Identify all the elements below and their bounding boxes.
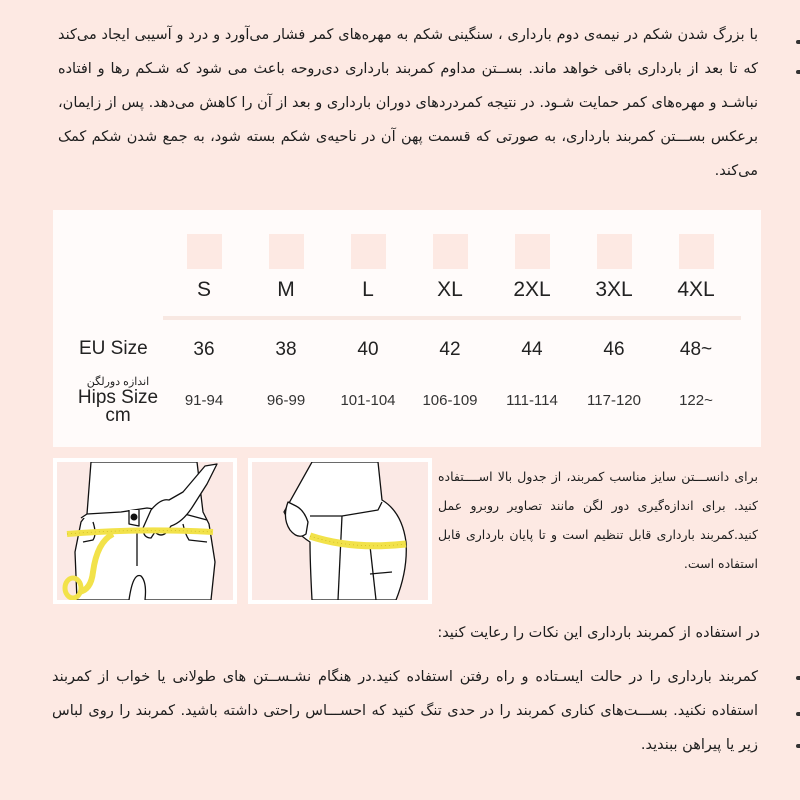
size-chart-table <box>53 210 761 447</box>
eu-size-value: 38 <box>275 339 297 360</box>
hips-size-value: 117-120 <box>587 392 641 409</box>
eu-size-value: 44 <box>521 339 543 360</box>
eu-size-value: 40 <box>357 339 379 360</box>
edge-text-fragment <box>796 40 800 44</box>
size-swatch-xl <box>433 234 468 269</box>
eu-size-value: 46 <box>603 339 625 360</box>
size-header: 4XL <box>677 278 715 301</box>
hips-size-label-fa: اندازه دورلگن <box>86 376 150 388</box>
hips-size-label-en: Hips Size <box>77 387 159 408</box>
tips-heading: در استفاده از کمربند بارداری این نکات را رعایت کنید: <box>437 625 760 641</box>
edge-text-fragment <box>796 70 800 74</box>
hip-measure-illustration <box>248 458 432 604</box>
tips-paragraph: کمربند بارداری را در حالت ایسـتاده و راه رفتن استفاده کنید.در هنگام نشـســتن های طولانی یا خواب از کمربند استفاده نکنید. بســـت‌های کناری کمربند را در حدی تنگ کنید که احســـاس راحتی داشته باشید. کمربند را روی لباس زیر یا پیراهن ببندید. <box>52 669 758 753</box>
hips-size-value: 101-104 <box>340 392 396 409</box>
edge-text-fragment <box>796 744 800 748</box>
hips-size-label <box>75 389 161 425</box>
size-header: S <box>196 278 211 301</box>
eu-size-value: 48~ <box>679 339 713 360</box>
intro-paragraph: با بزرگ شدن شکم در نیمه‌ی دوم بارداری ، سنگینی شکم به مهره‌های کمر فشار می‌آورد و درد و آسیبی ایجاد می‌کند که تا بعد از بارداری باقی خواهد ماند. بســتن مداوم کمربند بارداری دی‌روحه باعث می شود که شـکم رها و افتاده نباشـد و مهره‌های کمر حمایت شـود. در نتیجه کمردردهای دوران بارداری و بعد از آن را کاهش می‌دهد. پس از زایمان، برعکس بســـتن کمربند بارداری، به صورتی که قسمت پهن آن در ناحیه‌ی شکم بسته شود، به جمع شدن شکم کمک می‌کند. <box>58 27 758 179</box>
size-header: 2XL <box>513 278 551 301</box>
hips-size-value: 106-109 <box>422 392 478 409</box>
edge-text-fragment <box>796 676 800 680</box>
size-swatch-3xl <box>597 234 632 269</box>
size-swatch-2xl <box>515 234 550 269</box>
measurement-guide-text: برای دانســـتن سایز مناسب کمربند، از جدول بالا اســــتفاده کنید. برای اندازه‌گیری دور لگن مانند تصاویر روبرو عمل کنید.کمربند بارداری قابل تنظیم است و تا پایان بارداری قابل استفاده است. <box>438 469 758 571</box>
hips-size-unit: cm <box>105 405 131 426</box>
side-figure-icon <box>252 462 428 600</box>
edge-text-fragment <box>796 712 800 716</box>
eu-size-label: EU Size <box>79 338 148 359</box>
size-swatch-4xl <box>679 234 714 269</box>
eu-size-value: 42 <box>439 339 461 360</box>
size-swatch-m <box>269 234 304 269</box>
waist-measure-illustration <box>53 458 237 604</box>
eu-size-value: 36 <box>193 339 215 360</box>
size-header: L <box>362 278 374 301</box>
hips-size-value: 91-94 <box>184 392 224 409</box>
size-header: 3XL <box>595 278 633 301</box>
size-swatch-l <box>351 234 386 269</box>
size-header: XL <box>437 278 463 301</box>
button-icon <box>131 514 138 521</box>
size-swatch-s <box>187 234 222 269</box>
hips-size-value: 111-114 <box>506 392 558 409</box>
front-figure-icon <box>57 462 233 600</box>
size-header: M <box>277 278 295 301</box>
hips-size-value: 96-99 <box>266 392 306 409</box>
hips-size-value: 122~ <box>679 392 713 409</box>
table-divider <box>163 316 741 320</box>
